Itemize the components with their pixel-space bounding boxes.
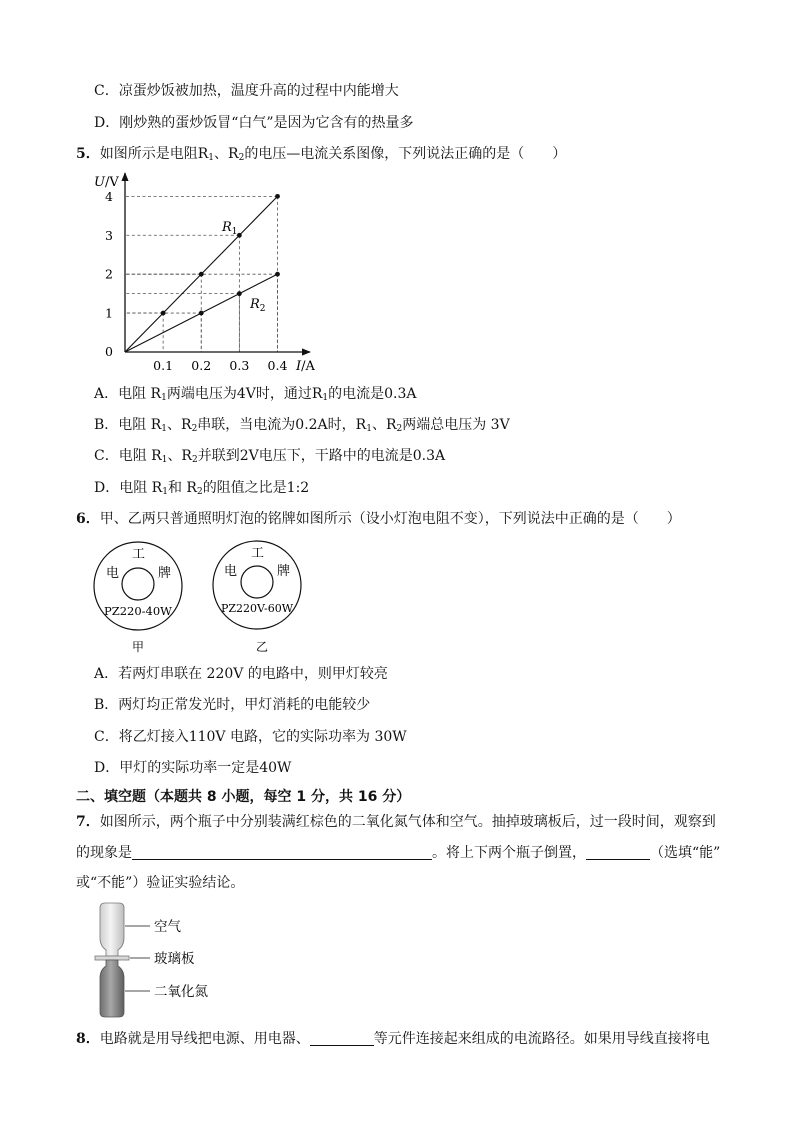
series-label-r1: $R_1$ bbox=[222, 220, 238, 237]
q7-text: 的现象是 bbox=[76, 845, 132, 861]
subscript: 1 bbox=[366, 424, 372, 434]
nameplate-char-right: 牌 bbox=[277, 564, 291, 579]
option-text: A．电阻 R bbox=[94, 386, 162, 402]
q8-stem bbox=[76, 1030, 710, 1048]
option-text: 串联，当电流为0.2A时，R bbox=[197, 417, 367, 433]
section-title-fill-in: 二、填空题（本题共 8 小题，每空 1 分，共 16 分） bbox=[76, 789, 411, 805]
nameplate-inner-ring bbox=[122, 568, 154, 600]
q7-number: 7． bbox=[76, 814, 100, 830]
q6-stem-text: 甲、乙两只普通照明灯泡的铭牌如图所示（设小灯泡电阻不变），下列说法中正确的是（ ） bbox=[99, 511, 681, 527]
q5-option-b bbox=[94, 416, 510, 438]
subscript: 2 bbox=[191, 455, 198, 465]
label-air: 空气 bbox=[154, 919, 181, 935]
q5-stem-text: 、R bbox=[214, 146, 239, 162]
y-axis-label bbox=[94, 175, 119, 190]
y-tick-label: 4 bbox=[105, 188, 113, 204]
nameplate-rating: PZ220-40W bbox=[103, 604, 173, 618]
q7-stem-line2 bbox=[76, 844, 720, 862]
option-text: 并联到2V电压下，干路中的电流是0.3A bbox=[197, 448, 446, 464]
q5-option-c bbox=[94, 447, 445, 469]
option-text: 的阻值之比是1:2 bbox=[202, 480, 310, 496]
q7-stem-line3: 或“不能”）验证实验结论。 bbox=[76, 875, 245, 891]
option-text: 、R bbox=[371, 417, 397, 433]
y-tick-label: 1 bbox=[105, 305, 113, 321]
nameplate-char-top: 工 bbox=[132, 547, 146, 562]
series-label-r2: $R_2$ bbox=[250, 297, 266, 314]
q6-option-a: A．若两灯串联在 220V 的电路中，则甲灯较亮 bbox=[94, 666, 388, 682]
option-text: D．电阻 R bbox=[94, 480, 163, 496]
uv-chart bbox=[88, 168, 348, 378]
nitrogen-dioxide-bottle bbox=[100, 960, 124, 1017]
axis-variable: I bbox=[296, 359, 302, 374]
nameplate-char-left: 电 bbox=[224, 564, 238, 579]
option-text: 两端总电压为 3V bbox=[402, 417, 510, 433]
nameplate-inner-ring bbox=[241, 566, 273, 598]
series-label-subscript: 1 bbox=[231, 227, 238, 237]
option-text: 两端电压为4V时，通过R bbox=[166, 386, 323, 402]
chart-series bbox=[125, 194, 280, 352]
x-tick-label: 0.2 bbox=[191, 358, 212, 373]
label-nitrogen-dioxide: 二氧化氮 bbox=[154, 984, 208, 1000]
option-text: 、R bbox=[167, 448, 192, 464]
y-tick-label: 2 bbox=[105, 266, 113, 282]
nameplate-caption: 甲 bbox=[131, 640, 145, 654]
option-text: 的电流是0.3A bbox=[328, 386, 417, 402]
q7-text: （选填“能” bbox=[650, 845, 721, 861]
q5-number: 5． bbox=[76, 146, 100, 162]
axis-unit: /A bbox=[301, 359, 315, 374]
q7-text: 如图所示，两个瓶子中分别装满红棕色的二氧化氮气体和空气。抽掉玻璃板后，过一段时间，观察到 bbox=[99, 814, 716, 830]
nameplate-char-left: 电 bbox=[106, 566, 120, 581]
subscript: 1 bbox=[162, 487, 168, 497]
nameplate-rating: PZ220V-60W bbox=[221, 602, 293, 615]
data-point-r1 bbox=[161, 311, 166, 316]
nameplate-char-right: 牌 bbox=[158, 566, 172, 581]
q6-option-d: D．甲灯的实际功率一定是40W bbox=[94, 760, 292, 776]
data-point-r1 bbox=[237, 233, 242, 238]
q7-stem-line1 bbox=[76, 813, 716, 831]
diffusion-bottles-figure bbox=[92, 898, 252, 1028]
q5-stem-text: 的电压—电流关系图像，下列说法正确的是（ ） bbox=[244, 146, 567, 162]
subscript: 2 bbox=[238, 153, 245, 163]
data-point-r2 bbox=[237, 291, 242, 296]
nameplate-jia bbox=[94, 542, 182, 654]
data-point-r2 bbox=[275, 272, 280, 277]
option-text: C．电阻 R bbox=[94, 448, 162, 464]
glass-plate bbox=[95, 956, 129, 960]
x-axis-label bbox=[295, 359, 316, 374]
subscript: 2 bbox=[191, 424, 198, 434]
label-glass-plate: 玻璃板 bbox=[154, 951, 195, 967]
option-text: 和 R bbox=[167, 480, 197, 496]
axis-unit: /V bbox=[104, 175, 119, 190]
axis-variable: U bbox=[94, 175, 105, 190]
q7-answer-blank-2[interactable] bbox=[586, 845, 650, 860]
x-tick-label: 0.1 bbox=[153, 358, 174, 373]
data-point-r1 bbox=[275, 194, 280, 199]
subscript: 1 bbox=[161, 393, 167, 403]
x-tick-label: 0.4 bbox=[267, 358, 288, 373]
q7-text: 。将上下两个瓶子倒置， bbox=[432, 845, 586, 861]
y-tick-label: 3 bbox=[105, 227, 113, 243]
q6-number: 6． bbox=[76, 511, 100, 527]
q6-stem bbox=[76, 510, 681, 528]
option-text: B．电阻 R bbox=[94, 417, 162, 433]
q8-text: 等元件连接起来组成的电流路径。如果用导线直接将电 bbox=[373, 1031, 710, 1047]
data-point-r2 bbox=[199, 311, 204, 316]
q5-option-d bbox=[94, 479, 309, 501]
origin-label: 0 bbox=[105, 344, 113, 359]
air-bottle bbox=[100, 903, 124, 956]
data-point-r1 bbox=[199, 272, 204, 277]
subscript: 2 bbox=[396, 424, 403, 434]
q4-option-d: D．刚炒熟的蛋炒饭冒“白气”是因为它含有的热量多 bbox=[94, 115, 414, 131]
subscript: 1 bbox=[161, 455, 168, 465]
q5-stem bbox=[76, 145, 566, 167]
subscript: 1 bbox=[322, 393, 329, 403]
nameplate-yi bbox=[213, 541, 301, 654]
q5-stem-text: 如图所示是电阻R bbox=[99, 146, 209, 162]
subscript: 2 bbox=[196, 487, 203, 497]
q8-number: 8． bbox=[76, 1031, 100, 1047]
subscript: 1 bbox=[161, 424, 168, 434]
q7-answer-blank-1[interactable] bbox=[132, 845, 432, 860]
x-tick-label: 0.3 bbox=[229, 358, 250, 373]
series-label-subscript: 2 bbox=[259, 304, 266, 314]
q6-option-b: B．两灯均正常发光时，甲灯消耗的电能较少 bbox=[94, 697, 371, 713]
nameplate-caption: 乙 bbox=[255, 640, 269, 654]
q5-option-a bbox=[94, 385, 417, 407]
bulb-nameplates-figure bbox=[92, 540, 332, 660]
q8-text: 电路就是用导线把电源、用电器、 bbox=[99, 1031, 310, 1047]
option-text: 、R bbox=[167, 417, 192, 433]
q4-option-c: C．凉蛋炒饭被加热，温度升高的过程中内能增大 bbox=[94, 83, 399, 99]
subscript: 1 bbox=[208, 153, 215, 163]
nameplate-char-top: 工 bbox=[251, 546, 265, 561]
q6-option-c: C．将乙灯接入110V 电路，它的实际功率为 30W bbox=[94, 729, 407, 745]
q8-answer-blank[interactable] bbox=[310, 1031, 374, 1046]
